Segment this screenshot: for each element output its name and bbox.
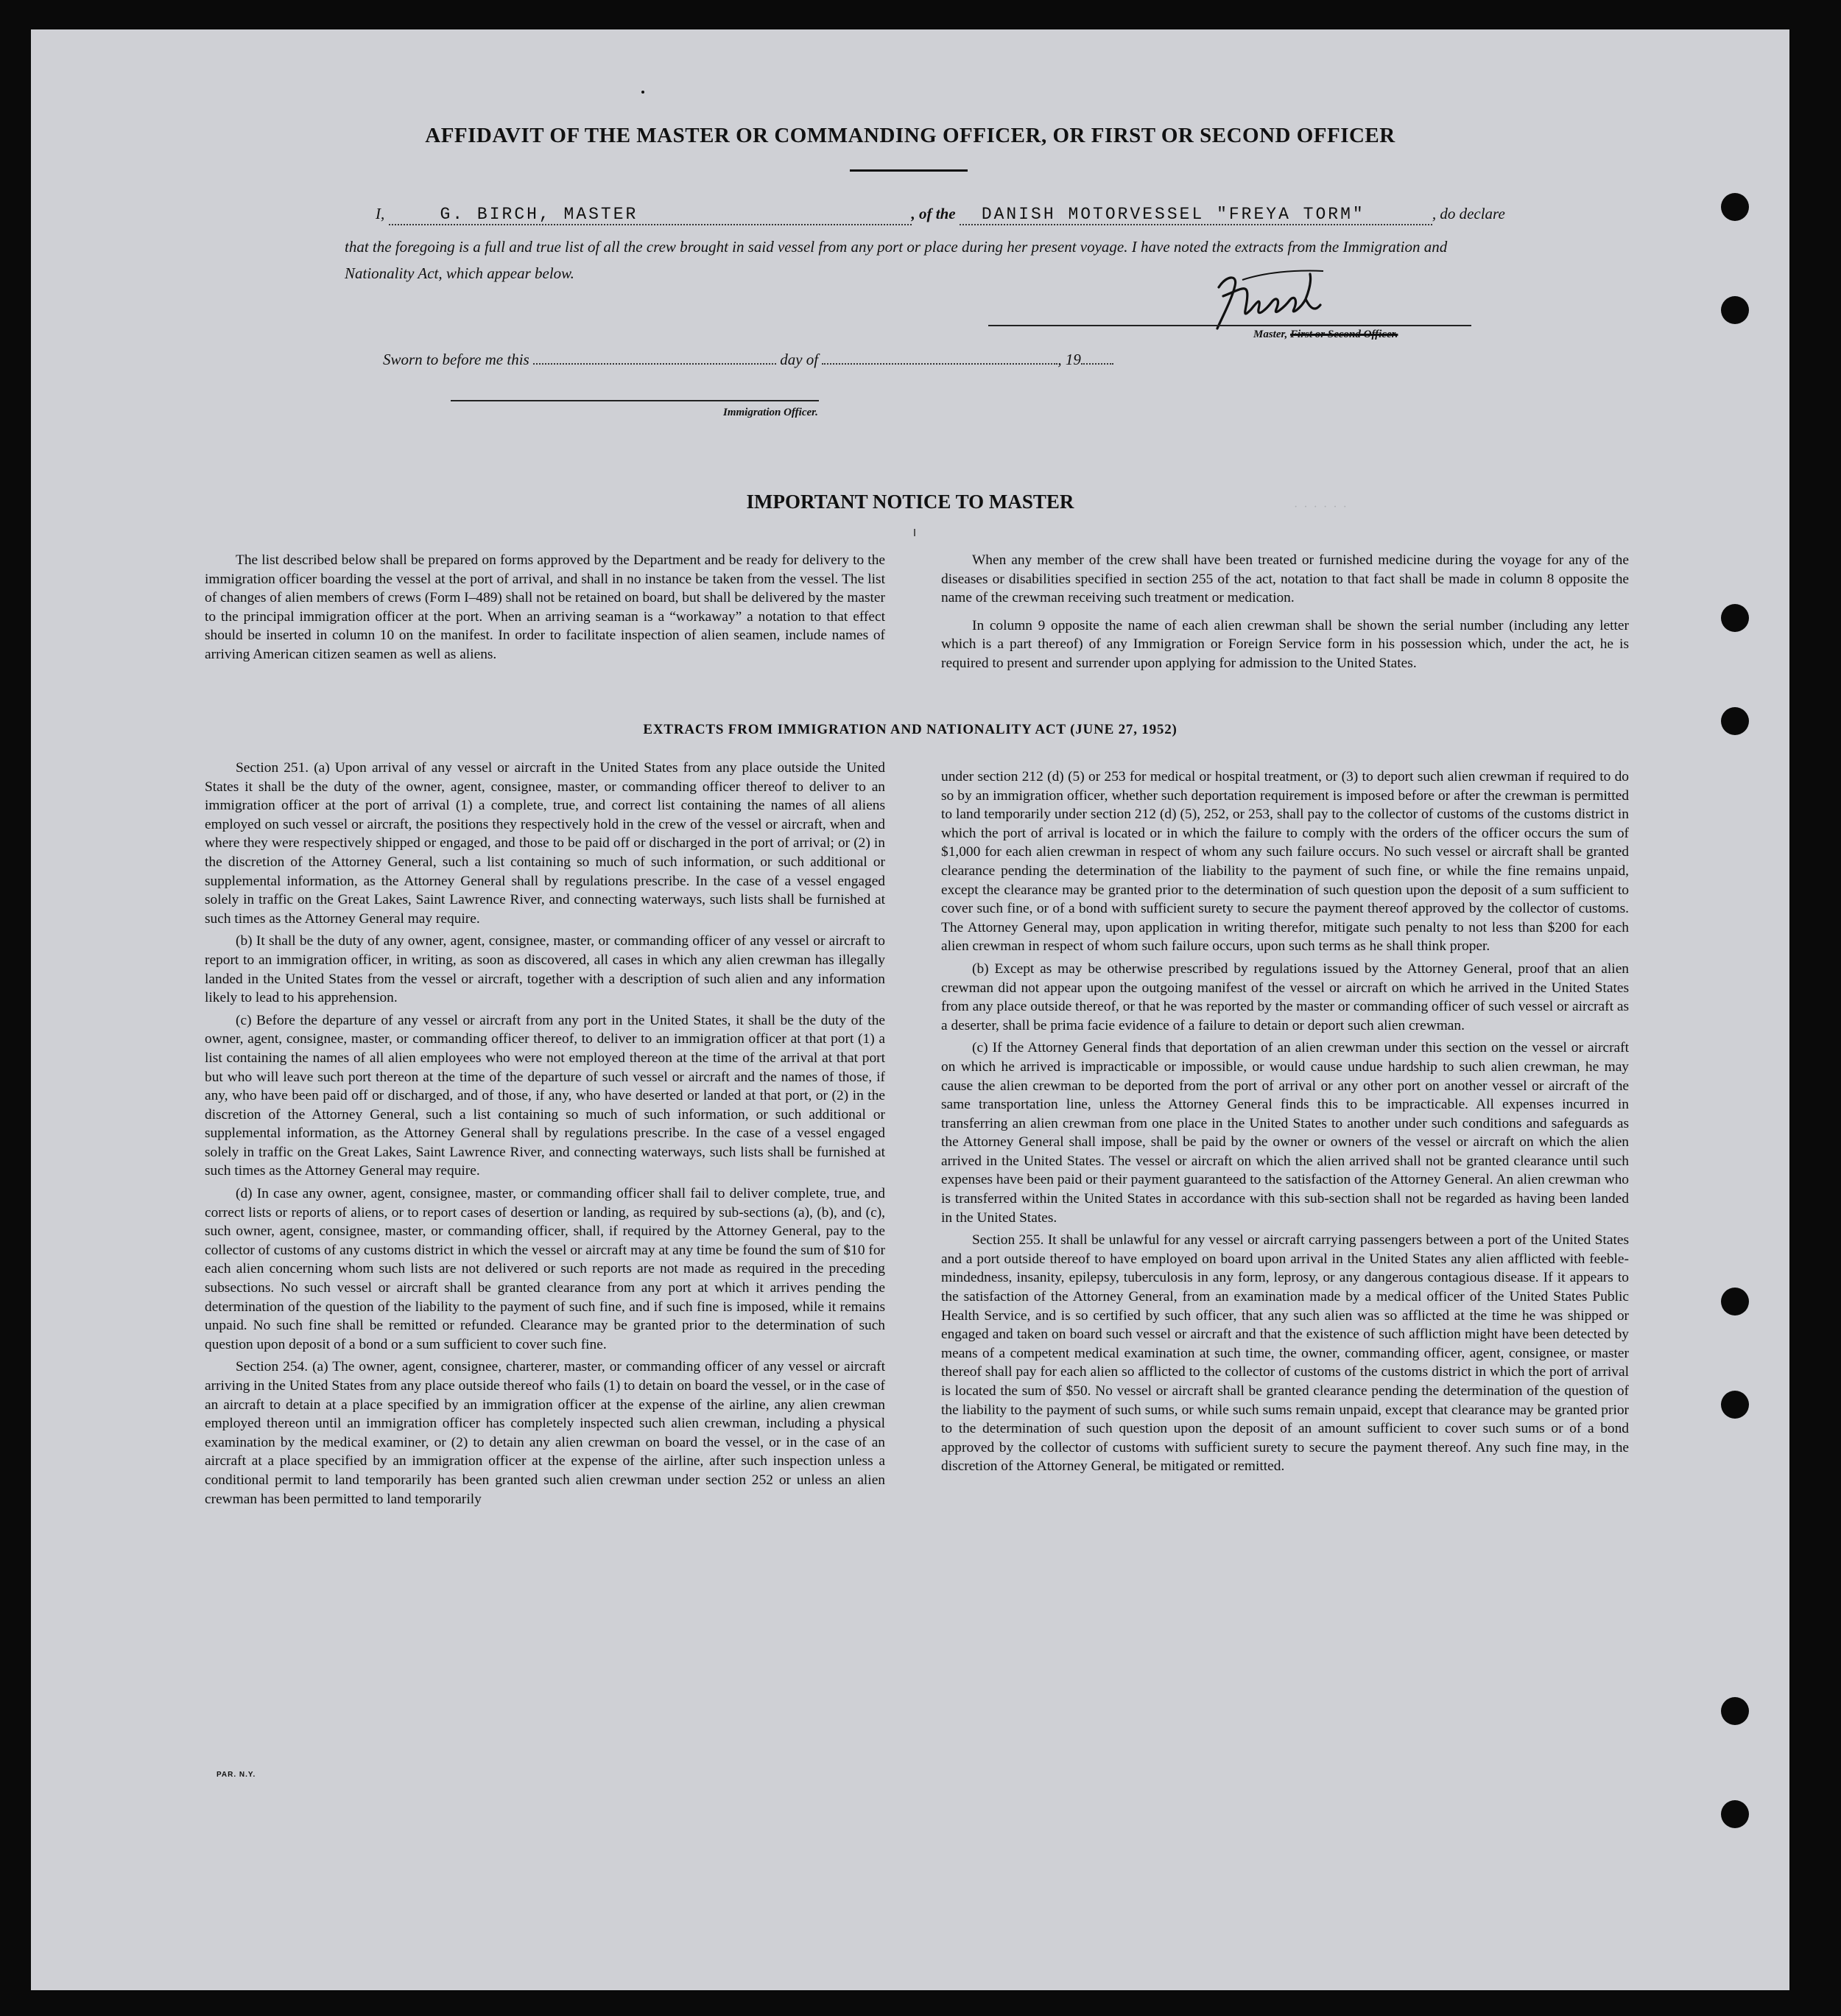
punch-hole [1721, 1391, 1749, 1419]
notice-paragraph: When any member of the crew shall have been treated or furnished medicine during the voyage for any of the diseases or disabilities specified in section 255 of the act, notation to that fact shall be made in column 8 opposite the name of the crewman receiving such treatment or medication. [941, 552, 1629, 606]
section-251b-paragraph: (b) It shall be the duty of any owner, agent, consignee, master, or commanding officer of any vessel or aircraft to report to an immigration officer, in writing, as soon as discovered, all cases in which any alien crewman has illegally landed in the United States from the vessel or aircraft, together with a description of such alien and any information likely to lead to his apprehension. [205, 933, 885, 1006]
section-251d-paragraph: (d) In case any owner, agent, consignee, master, or commanding officer shall fail to deliver complete, true, and correct lists or reports of aliens, or to report cases of desertion or landing, as required by sub-sections (a), (b), and (c), such owner, agent, consignee, master, or commanding officer, shall, if required by the Attorney General, pay to the collector of customs of any customs district in which the vessel or aircraft may at any time be found the sum of $10 for each alien concerning whom such lists are not delivered or such reports are not made as required in the preceding subsections. No such vessel or aircraft shall be granted clearance from any port at which it arrives pending the determination of the question of the liability to the payment of such fine, and if such fine is imposed, while it remains unpaid. No such fine shall be remitted or refunded. Clearance may be granted prior to the determination of such question upon deposit of a bond or a sum sufficient to cover such fine. [205, 1186, 885, 1352]
sworn-line [383, 351, 1113, 369]
signature-line[interactable] [988, 325, 1471, 326]
notice-paragraph: The list described below shall be prepared on forms approved by the Department and be ready for delivery to the immigration officer boarding the vessel at the port of arrival, and shall in no instance be taken from the vessel. The list of changes of alien members of crews (Form I–489) shall not be retained on board, but shall be delivered by the master to the principal immigration officer at the port. When an arriving seaman is a “workaway” a notation to that effect should be inserted in column 10 on the manifest. In order to facilitate inspection of alien seamen, include names of arriving American citizen seamen as well as aliens. [205, 552, 885, 662]
section-255-paragraph: Section 255. It shall be unlawful for any vessel or aircraft carrying passengers between a port of the United States and a port outside thereof to have employed on board upon arrival in the United States any alien afflicted with feeble-mindedness, insanity, epilepsy, tuberculosis in any form, leprosy, or any dangerous contagious disease. If it appears to the satisfaction of the Attorney General, from an examination made by a medical officer of the United States Public Health Service, and is so certified by such officer, that any such alien was so afflicted at the time he was shipped or engaged and taken on board such vessel or aircraft and that the existence of such affliction might have been detected by means of a competent medical examination at such time, the owner, commanding officer, agent, consignee, or master thereof shall pay for each alien so afflicted to the collector of customs of the customs district in which the port of arrival is located the sum of $50. No vessel or aircraft shall be granted clearance pending the determination of the question of the liability to the payment of such sums, or while such sums remain unpaid, except that clearance may be granted prior to the determination of such question upon the deposit of an amount sufficient to cover such sums or of a bond approved by the collector of customs with sufficient surety to secure the payment thereof. Any such fine may, in the discretion of the Attorney General, be mitigated or remitted. [941, 1232, 1629, 1475]
punch-hole [1721, 1697, 1749, 1725]
section-254b-paragraph: (b) Except as may be otherwise prescribed by regulations issued by the Attorney General, proof that an alien crewman did not appear upon the outgoing manifest of the vessel or aircraft on which he arrived in the United States from any place outside thereof, or that he was reported by the master or commanding officer of such vessel or aircraft as a deserter, shall be prima facie evidence of a failure to detain or deport such alien crewman. [941, 960, 1629, 1033]
document-page [31, 29, 1789, 1990]
immigration-officer-signature-line[interactable] [451, 400, 819, 401]
extracts-right-column [941, 768, 1629, 1476]
punch-hole [1721, 296, 1749, 324]
notice-title: IMPORTANT NOTICE TO MASTER [746, 491, 1074, 513]
section-254c-paragraph: (c) If the Attorney General finds that deportation of an alien crewman under this section on the vessel or aircraft on which he arrived is impracticable or impossible, or would cause undue hardship to such alien crewman, he may cause the alien crewman to be deported from the port of arrival or any other port on another vessel or aircraft of the same transportation line, unless the Attorney General finds this to be impracticable. All expenses incurred in transferring an alien crewman from one place in the United States to another under such conditions and safeguards as the Attorney General shall impose, shall be paid by the owner or owners of the vessel or aircraft on which the alien arrived in the United States. The vessel or aircraft on which the alien arrived shall not be granted clearance until such expenses have been paid or their payment guaranteed to the satisfaction of the Attorney General. An alien crewman who is transferred within the United States in accordance with this sub-section shall not be regarded as having been landed in the United States. [941, 1040, 1629, 1226]
sworn-day-of: day of [780, 351, 819, 368]
master-name-field[interactable] [389, 205, 912, 225]
declaration-prefix: I, [376, 205, 385, 222]
punch-hole [1721, 1288, 1749, 1316]
notice-right-column [941, 551, 1629, 673]
section-251c-paragraph: (c) Before the departure of any vessel or aircraft from any port in the United States, it shall be the duty of the owner, agent, consignee, master, or commanding officer thereof, to deliver to an immigration officer at that port (1) a list containing the names of all alien employees who were not employed thereon at the time of the arrival at that port but who will leave such port thereon at the time of the departure of such vessel or aircraft and the names of those, if any, who have been paid off or discharged, and of those, if any, who have deserted or landed at that port, or (2) in the discretion of the Attorney General, such a list containing so much of such information, or such additional or supplemental information, as the Attorney General shall by regulations prescribe. In the case of a vessel engaged solely in traffic on the Great Lakes, Saint Lawrence River, and connecting waterways, such lists shall be furnished at such times as the Attorney General may require. [205, 1012, 885, 1179]
sworn-year-prefix: , 19 [1057, 351, 1081, 368]
sworn-month-field[interactable] [822, 363, 1057, 365]
notice-left-column [205, 551, 885, 664]
punch-hole [1721, 707, 1749, 735]
signature-caption-master: Master, [1253, 329, 1288, 340]
extracts-left-column [205, 759, 885, 1509]
vessel-name-field[interactable] [960, 205, 1432, 225]
sworn-prefix: Sworn to before me this [383, 351, 529, 368]
master-name-value: G. BIRCH, MASTER [440, 205, 638, 224]
punch-hole [1721, 604, 1749, 632]
declaration-statement: that the foregoing is a full and true list of all the crew brought in said vessel from any port or place during her present voyage. I have noted the extracts from the Immigration and Nationality Act, which appear below. [345, 238, 1448, 282]
of-the-label: , of the [911, 205, 956, 222]
notice-paragraph: In column 9 opposite the name of each alien crewman shall be shown the serial number (including any letter which is a part thereof) of any Immigration or Foreign Service form in his possession which, under the act, he is required to present and surrender upon applying for admission to the United States. [941, 617, 1629, 671]
punch-hole [1721, 193, 1749, 221]
center-tick [914, 529, 915, 536]
sworn-day-field[interactable] [533, 363, 776, 365]
title-underline [850, 169, 968, 172]
section-254a-paragraph: Section 254. (a) The owner, agent, consignee, charterer, master, or commanding officer of any vessel or aircraft arriving in the United States from any place outside thereof who fails (1) to detain on board the vessel, or in the case of an aircraft to detain at a place specified by an immigration officer at the expense of the airline, any alien crewman employed thereon until an immigration officer has completely inspected such alien crewman, including a physical examination by the medical examiner, or (2) to detain any alien crewman on board the vessel, or in the case of an aircraft at a place specified by an immigration officer at the expense of the airline, after such inspection unless a conditional permit to land temporarily has been granted such alien crewman under section 252 or unless an alien crewman has been permitted to land temporarily [205, 1359, 886, 1507]
faint-stamp-mark: · · · · · · [1294, 501, 1348, 513]
section-254a-continued-paragraph: under section 212 (d) (5) or 253 for medical or hospital treatment, or (3) to deport such alien crewman if required to do so by an immigration officer, whether such deportation requirement is imposed before or after the crewman is permitted to land temporarily under section 212 (d) (5), 252, or 253, shall pay to the collector of customs of the customs district in which the port of arrival is located or in which the failure to comply with the orders of the officer occurs the sum of $1,000 for each alien crewman in respect of whom any such failure occurs. No such vessel or aircraft shall be granted clearance pending the determination of the liability to the payment of such fine, or while the fine remains unpaid, except the clearance may be granted prior to the determination of such question upon the deposit of a sum sufficient to cover such fine, or of a bond with sufficient surety to secure the payment thereof approved by the collector of customs. The Attorney General may, upon application in writing therefor, mitigate such penalty to not less than $200 for each alien crewman in respect of whom such failure occurs, upon such terms as he shall think proper. [941, 769, 1629, 955]
printer-code: PAR. N.Y. [217, 1771, 256, 1779]
immigration-officer-caption: Immigration Officer. [723, 407, 818, 418]
sworn-year-field[interactable] [1081, 363, 1113, 365]
declaration-line [376, 205, 1505, 225]
signature-caption [1253, 329, 1398, 341]
punch-hole [1721, 1800, 1749, 1828]
section-251a-paragraph: Section 251. (a) Upon arrival of any vessel or aircraft in the United States from any place outside the United States it shall be the duty of the owner, agent, consignee, master, or commanding officer thereof to deliver to an immigration officer at the port of arrival (1) a complete, true, and correct list containing the names of all aliens employed on such vessel or aircraft, the positions they respectively hold in the crew of the vessel or aircraft, when and where they were respectively shipped or engaged, and those to be paid off or discharged in the port of arrival; or (2) in the discretion of the Attorney General, such a list containing so much of such information, or such additional or supplemental information, as the Attorney General shall by regulations prescribe. In the case of a vessel engaged solely in traffic on the Great Lakes, Saint Lawrence River, and connecting waterways, such lists shall be furnished at such times as the Attorney General may require. [205, 760, 885, 927]
vessel-name-value: DANISH MOTORVESSEL "FREYA TORM" [981, 205, 1365, 224]
extracts-title: EXTRACTS FROM IMMIGRATION AND NATIONALITY ACT (JUNE 27, 1952) [643, 722, 1178, 737]
ink-speck [641, 91, 644, 94]
declaration-suffix: , do declare [1432, 205, 1505, 222]
affidavit-title: AFFIDAVIT OF THE MASTER OR COMMANDING OFFICER, OR FIRST OR SECOND OFFICER [425, 124, 1395, 147]
signature-caption-struck: First or Second Officer. [1290, 329, 1398, 340]
